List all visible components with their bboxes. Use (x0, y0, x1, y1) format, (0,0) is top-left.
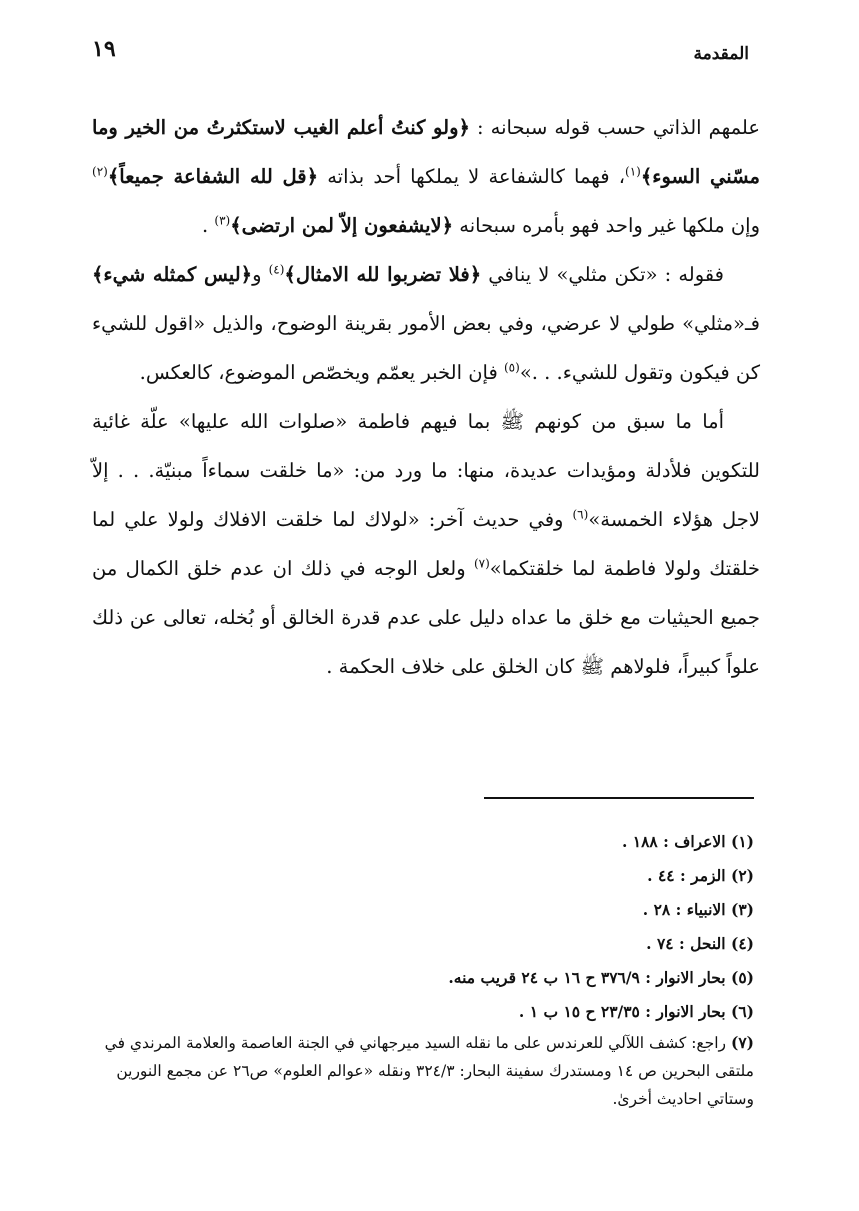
footnote-label: (٢) (730, 866, 754, 885)
footnote-text: الزمر : ٤٤ . (647, 866, 726, 885)
text-run: . (201, 214, 215, 237)
quran-quote: ﴿ولو كنتُ أعلم الغيب لاستكثرتُ من الخير وما مسّني السوء﴾ (92, 116, 761, 188)
footnote-text: راجع: كشف اللآلي للعرندس على ما نقله السيد ميرجهاني في الجنة العاصمة والعلامة المرندي في ملتقى البحرين ص ١٤ ومستدرك سفينة البحار: ٣٢٤/٣ ونقله «عوالم العلوم» ص٢٦ عن مجمع النورين وستاتي احاديث أخرىٰ. (104, 1034, 754, 1108)
footnote-7 (92, 1029, 762, 1113)
text-run: وفي حديث آخر: «لولاك لما خلقت الافلاك ولولا علي لما خلقتك ولولا فاطمة لما خلقتكما» (92, 508, 760, 580)
paragraph-2 (92, 250, 760, 397)
footnote-6 (92, 995, 762, 1029)
text-run: وإن ملكها غير واحد فهو بأمره سبحانه (453, 214, 760, 237)
quran-quote: ﴿فلا تضربوا لله الامثال﴾ (284, 263, 482, 286)
main-text (92, 103, 760, 691)
footnotes (92, 825, 762, 1113)
quran-quote: ﴿ليس كمثله شيء﴾ (92, 263, 253, 286)
footnote-label: (٦) (730, 1002, 754, 1021)
quran-quote: ﴿قل لله الشفاعة جميعاً﴾ (107, 165, 319, 188)
paragraph-3 (92, 397, 760, 691)
text-run: علمهم الذاتي حسب قوله سبحانه : (469, 116, 760, 139)
footnote-label: (٧) (730, 1033, 754, 1052)
page-number: ١٩ (92, 36, 116, 62)
quran-quote: ﴿لايشفعون إلاّ لمن ارتضى﴾ (230, 214, 454, 237)
footnote-text: الاعراف : ١٨٨ . (621, 832, 726, 851)
running-head: المقدمة (693, 44, 749, 64)
text-run: ، فهما كالشفاعة لا يملكها أحد بذاته (318, 165, 626, 188)
footnote-label: (١) (730, 832, 754, 851)
text-run: فقوله : «تكن مثلي» لا ينافي (481, 263, 724, 286)
text-run: فـ«مثلي» طولي لا عرضي، وفي بعض الأمور بقرينة الوضوح، والذيل «اقول للشيء كن فيكون وتقول للشيء. . .» (92, 312, 760, 384)
footnote-label: (٥) (730, 968, 754, 987)
text-run: و (252, 263, 269, 286)
footnote-ref: (٣) (214, 213, 231, 228)
footnote-label: (٣) (730, 900, 754, 919)
footnote-ref: (٦) (572, 507, 589, 522)
footnote-3 (92, 893, 762, 927)
paragraph-1 (92, 103, 760, 250)
footnote-label: (٤) (730, 934, 754, 953)
text-run: أما ما سبق من كونهم ﷺ بما فيهم فاطمة «صلوات الله عليها» علّة غائية للتكوين فلأدلة ومؤيدات عديدة، منها: ما ورد من: «ما خلقت سماءاً مبنيّة. . . إلاّ لاجل هؤلاء الخمسة» (92, 410, 760, 531)
footnote-4 (92, 927, 762, 961)
footnote-ref: (٢) (92, 164, 108, 179)
footnote-ref: (٤) (268, 262, 285, 277)
footnote-text: بحار الانوار : ٢٣/٣٥ ح ١٥ ب ١ . (518, 1002, 726, 1021)
footnote-ref: (٧) (473, 556, 490, 571)
footnote-text: بحار الانوار : ٣٧٦/٩ ح ١٦ ب ٢٤ قريب منه. (448, 968, 726, 987)
text-run: ولعل الوجه في ذلك ان عدم خلق الكمال من جميع الحيثيات مع خلق ما عداه دليل على عدم قدرة الخالق أو بُخله، تعالى عن ذلك علواً كبيراً، فلولاهم ﷺ كان الخلق على خلاف الحكمة . (92, 557, 760, 678)
footnote-text: النحل : ٧٤ . (646, 934, 726, 953)
footnote-2 (92, 859, 762, 893)
footnote-text: الانبياء : ٢٨ . (642, 900, 726, 919)
footnote-divider (484, 797, 754, 799)
footnote-5 (92, 961, 762, 995)
footnote-ref: (١) (625, 164, 641, 179)
footnote-ref: (٥) (503, 360, 520, 375)
footnote-1 (92, 825, 762, 859)
text-run: فإن الخبر يعمّم ويخصّص الموضوع، كالعكس. (139, 361, 504, 384)
